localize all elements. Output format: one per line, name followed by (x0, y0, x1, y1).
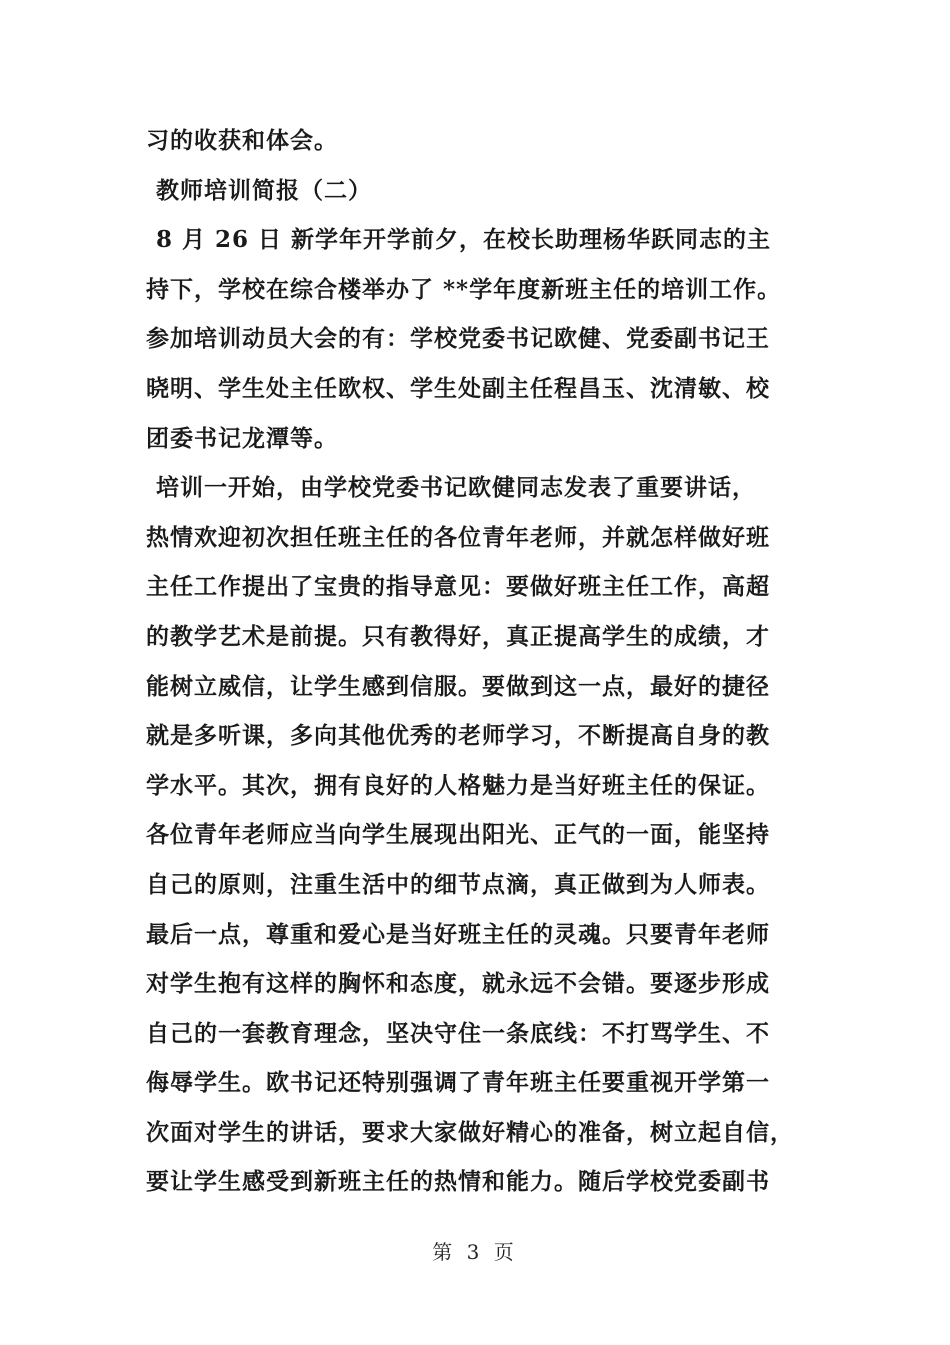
text-line: 各位青年老师应当向学生展现出阳光、正气的一面，能坚持 (146, 821, 770, 849)
page-number: 第 3 页 (432, 1240, 518, 1264)
text-line: 自己的原则，注重生活中的细节点滴，真正做到为人师表。 (146, 870, 770, 898)
text-line: 培训一开始，由学校党委书记欧健同志发表了重要讲话， (156, 474, 756, 502)
body-text (146, 116, 816, 1207)
text-line: 持下，学校在综合楼举办了 **学年度新班主任的培训工作。 (146, 275, 782, 303)
text-line: 自己的一套教育理念，坚决守住一条底线：不打骂学生、不 (146, 1019, 770, 1047)
text-line: 对学生抱有这样的胸怀和态度，就永远不会错。要逐步形成 (146, 970, 770, 998)
text-line: 学水平。其次，拥有良好的人格魅力是当好班主任的保证。 (146, 771, 770, 799)
text-line: 8 月 26 日 新学年开学前夕，在校长助理杨华跃同志的主 (156, 226, 772, 254)
text-line: 能树立威信，让学生感到信服。要做到这一点，最好的捷径 (146, 672, 770, 700)
text-line: 最后一点，尊重和爱心是当好班主任的灵魂。只要青年老师 (146, 920, 770, 948)
section-heading: 教师培训简报（二） (156, 176, 372, 204)
text-line: 主任工作提出了宝贵的指导意见：要做好班主任工作，高超 (146, 573, 770, 601)
text-line: 晓明、学生处主任欧权、学生处副主任程昌玉、沈清敏、校 (146, 374, 770, 402)
text-line: 参加培训动员大会的有：学校党委书记欧健、党委副书记王 (146, 325, 770, 353)
text-line: 团委书记龙潭等。 (146, 424, 338, 452)
text-line: 热情欢迎初次担任班主任的各位青年老师，并就怎样做好班 (146, 523, 770, 551)
text-line: 次面对学生的讲话，要求大家做好精心的准备，树立起自信， (146, 1118, 794, 1146)
text-line: 的教学艺术是前提。只有教得好，真正提高学生的成绩，才 (146, 622, 770, 650)
text-line: 侮辱学生。欧书记还特别强调了青年班主任要重视开学第一 (146, 1069, 770, 1097)
text-line: 习的收获和体会。 (146, 127, 338, 154)
text-line: 就是多听课，多向其他优秀的老师学习，不断提高自身的教 (146, 722, 770, 750)
text-line: 要让学生感受到新班主任的热情和能力。随后学校党委副书 (146, 1168, 770, 1196)
